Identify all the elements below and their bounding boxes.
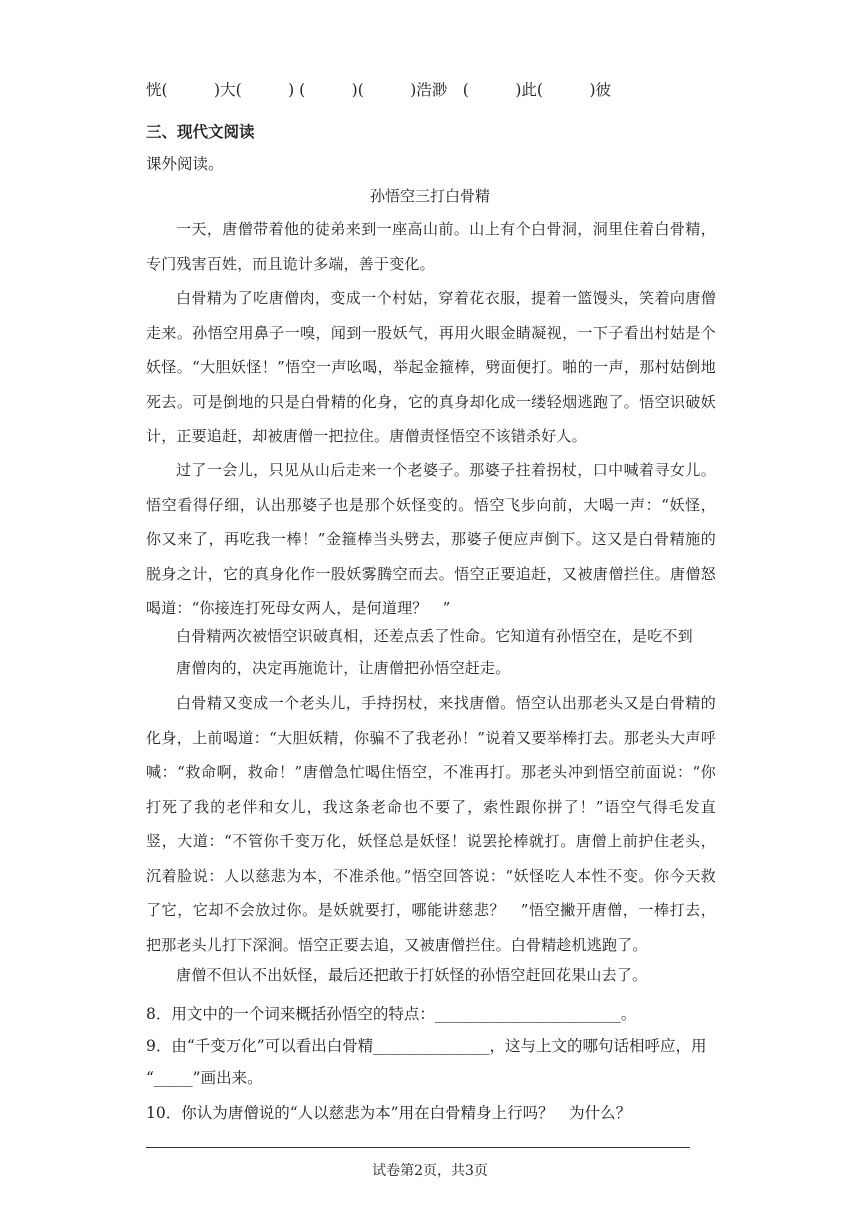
- paragraph-3: 过了一会儿，只见从山后走来一个老婆子。那婆子拄着拐杖，口中喊着寻女儿。悟空看得仔细，认出那婆子也是那个妖怪变的。悟空飞步向前，大喝一声：“妖怪，你又来了，再吃我一棒！”金箍棒当头劈去，那婆子便应声倒下。这又是白骨精施的脱身之计，它的真身化作一股妖雾腾空而去。悟空正要追赶，又被唐僧拦住。唐僧怒喝道：“你接连打死母女两人，是何道理？ ”: [146, 461, 716, 617]
- fill-in-row: 恍( )大( ) ( )( )浩渺 ( )此( )彼: [146, 81, 611, 99]
- reading-label: 课外阅读。: [146, 155, 224, 173]
- paragraph-6: 白骨精又变成一个老头儿，手持拐杖，来找唐僧。悟空认出那老头又是白骨精的化身，上前喝道：“大胆妖精，你骗不了我老孙！”说着又要举棒打去。那老头大声呼喊：“救命啊，救命！”唐僧急忙喝住悟空，不准再打。那老头冲到悟空前面说：“你打死了我的老伴和女儿，我这条老命也不要了，索性跟你拼了！”语空气得毛发直竖，大道：“不管你千变万化，妖怪总是妖怪！说罢抡棒就打。唐僧上前护住老头，沉着脸说：人以慈悲为本，不准杀他。”悟空回答说：“妖怪吃人本性不变。你今天救了它，它却不会放过你。是妖就要打，哪能讲慈悲？ ”悟空撇开唐僧，一棒打去，把那老头儿打下深涧。悟空正要去追，又被唐僧拦住。白骨精趁机逃跑了。: [146, 694, 716, 954]
- paragraph-5: 唐僧肉的，决定再施诡计，让唐僧把孙悟空赶走。: [176, 659, 511, 677]
- paragraph-2: 白骨精为了吃唐僧肉，变成一个村姑，穿着花衣服，提着一篮馒头，笑着向唐僧走来。孙悟空用鼻子一嗅，闻到一股妖气，再用火眼金睛凝视，一下子看出村姑是个妖怪。“大胆妖怪！”悟空一声吆喝，举起金箍棒，劈面便打。啪的一声，那村姑倒地死去。可是倒地的只是白骨精的化身，它的真身却化成一缕轻烟逃跑了。悟空识破妖计，正要追赶，却被唐僧一把拉住。唐僧责怪悟空不该错杀好人。: [146, 289, 716, 445]
- footer-divider: [146, 1147, 690, 1148]
- page-footer: 试卷第2页，共3页: [372, 1163, 488, 1179]
- question-9-line-1: 9．由“千变万化”可以看出白骨精_______________，这与上文的哪句话相呼应，用: [146, 1037, 707, 1055]
- story-title: 孙悟空三打白骨精: [369, 187, 490, 205]
- question-8: 8．用文中的一个词来概括孙悟空的特点：________________________。: [146, 1005, 637, 1023]
- section-heading: 三、现代文阅读: [146, 122, 255, 141]
- paragraph-1: 一天，唐僧带着他的徒弟来到一座高山前。山上有个白骨洞，洞里住着白骨精，专门残害百姓，而且诡计多端，善于变化。: [146, 220, 716, 273]
- paragraph-7: 唐僧不但认不出妖怪，最后还把敢于打妖怪的孙悟空赶回花果山去了。: [176, 966, 648, 984]
- question-9-line-2: “_____”画出来。: [146, 1069, 263, 1087]
- paragraph-4: 白骨精两次被悟空识破真相，还差点丢了性命。它知道有孙悟空在，是吃不到: [176, 627, 693, 645]
- question-10: 10．你认为唐僧说的“人以慈悲为本”用在白骨精身上行吗？ 为什么？: [146, 1104, 632, 1122]
